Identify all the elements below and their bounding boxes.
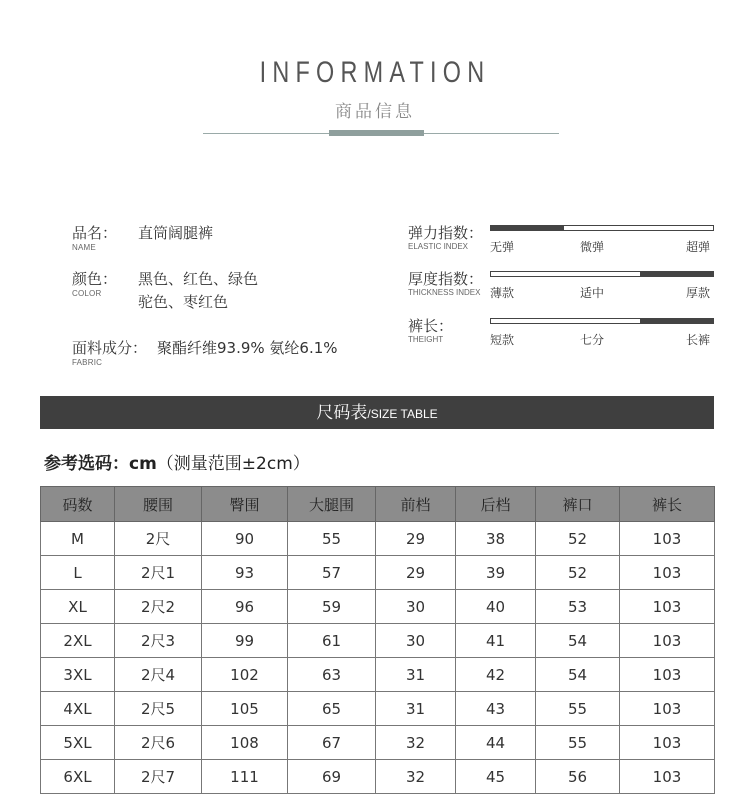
size-table-banner [40,396,714,429]
index-level-label: 薄款 [490,286,515,300]
table-cell: 40 [456,590,536,624]
table-cell: 31 [376,658,456,692]
index-bar [490,271,714,277]
table-header-cell: 前档 [376,487,456,522]
table-cell: 53 [536,590,620,624]
table-cell: 3XL [41,658,115,692]
table-cell: 103 [620,590,715,624]
table-header-cell: 大腿围 [288,487,376,522]
table-cell: 99 [202,624,288,658]
table-row [41,726,715,760]
table-header-cell: 臀围 [202,487,288,522]
table-cell: 67 [288,726,376,760]
table-cell: 55 [536,692,620,726]
table-cell: 69 [288,760,376,794]
table-cell: 30 [376,590,456,624]
fabric-value: 聚酯纤维93.9% 氨纶6.1% [157,339,338,357]
table-cell: 6XL [41,760,115,794]
table-row [41,556,715,590]
table-cell: 108 [202,726,288,760]
table-cell: 2XL [41,624,115,658]
table-row [41,760,715,794]
table-header-cell: 裤长 [620,487,715,522]
table-cell: 32 [376,760,456,794]
table-cell: 103 [620,760,715,794]
table-cell: 38 [456,522,536,556]
table-cell: 103 [620,522,715,556]
table-cell: L [41,556,115,590]
table-cell: 93 [202,556,288,590]
table-cell: 2尺5 [115,692,202,726]
table-cell: 57 [288,556,376,590]
table-header-cell: 码数 [41,487,115,522]
table-cell: 44 [456,726,536,760]
index-label-en: THEIGHT [408,335,444,344]
table-cell: 32 [376,726,456,760]
table-cell: 54 [536,658,620,692]
table-cell: 2尺 [115,522,202,556]
table-cell: 2尺6 [115,726,202,760]
table-cell: 105 [202,692,288,726]
index-level-label: 超弹 [686,240,711,254]
table-row [41,658,715,692]
table-body [41,522,715,794]
table-header-cell: 后档 [456,487,536,522]
index-bar [490,225,714,231]
info-title: INFORMATION [259,56,491,89]
table-cell: M [41,522,115,556]
table-cell: 63 [288,658,376,692]
name-label-en: NAME [72,243,96,252]
table-cell: 103 [620,556,715,590]
header-divider-accent [329,130,424,136]
table-cell: 56 [536,760,620,794]
reference-note [44,449,310,474]
index-label-en: THICKNESS INDEX [408,288,481,297]
table-cell: 90 [202,522,288,556]
table-header-cell: 腰围 [115,487,202,522]
info-subtitle: 商品信息 [335,102,415,122]
index-label-en: ELASTIC INDEX [408,242,469,251]
table-cell: 103 [620,624,715,658]
table-cell: 41 [456,624,536,658]
table-cell: 61 [288,624,376,658]
table-cell: 39 [456,556,536,590]
table-row [41,692,715,726]
name-label: 品名： [72,224,118,242]
table-cell: 29 [376,556,456,590]
index-level-label: 无弹 [490,240,515,254]
table-header-row [41,487,715,522]
table-row [41,522,715,556]
index-bar [490,318,714,324]
table-cell: 29 [376,522,456,556]
banner-title-en: /SIZE TABLE [367,407,438,421]
table-cell: 96 [202,590,288,624]
table-cell: 4XL [41,692,115,726]
index-level-label: 厚款 [686,286,711,300]
table-cell: 59 [288,590,376,624]
table-cell: 103 [620,726,715,760]
table-row [41,624,715,658]
index-label: 厚度指数： [408,270,484,288]
name-value: 直筒阔腿裤 [138,224,214,242]
index-bar-fill [640,319,713,323]
table-header-cell: 裤口 [536,487,620,522]
table-cell: 103 [620,658,715,692]
table-cell: 2尺2 [115,590,202,624]
banner-title: 尺码表 [316,403,368,423]
size-table [40,486,715,794]
table-cell: 43 [456,692,536,726]
color-value-line2: 驼色、枣红色 [138,293,229,311]
table-cell: 55 [288,522,376,556]
table-cell: 54 [536,624,620,658]
color-label: 颜色： [72,270,118,288]
index-bar-fill [491,226,564,230]
table-cell: 65 [288,692,376,726]
index-label: 弹力指数： [408,224,484,242]
fabric-label: 面料成分： [72,339,148,357]
index-label: 裤长： [408,317,454,335]
table-cell: 52 [536,556,620,590]
color-label-en: COLOR [72,289,102,298]
index-bar-fill [640,272,713,276]
table-cell: XL [41,590,115,624]
index-level-label: 短款 [490,333,515,347]
table-cell: 2尺1 [115,556,202,590]
table-cell: 45 [456,760,536,794]
table-cell: 5XL [41,726,115,760]
table-cell: 55 [536,726,620,760]
index-level-label: 长裤 [686,333,711,347]
table-cell: 2尺7 [115,760,202,794]
index-level-label: 适中 [580,286,605,300]
table-cell: 2尺3 [115,624,202,658]
table-cell: 30 [376,624,456,658]
index-level-label: 七分 [580,333,605,347]
reference-range: （测量范围±2cm） [156,454,310,474]
table-cell: 31 [376,692,456,726]
color-value-line1: 黑色、红色、绿色 [138,270,259,288]
table-cell: 102 [202,658,288,692]
table-cell: 52 [536,522,620,556]
fabric-label-en: FABRIC [72,358,103,367]
table-cell: 103 [620,692,715,726]
table-cell: 42 [456,658,536,692]
table-row [41,590,715,624]
reference-label: 参考选码：cm [44,454,157,474]
table-cell: 2尺4 [115,658,202,692]
index-level-label: 微弹 [580,240,605,254]
table-cell: 111 [202,760,288,794]
